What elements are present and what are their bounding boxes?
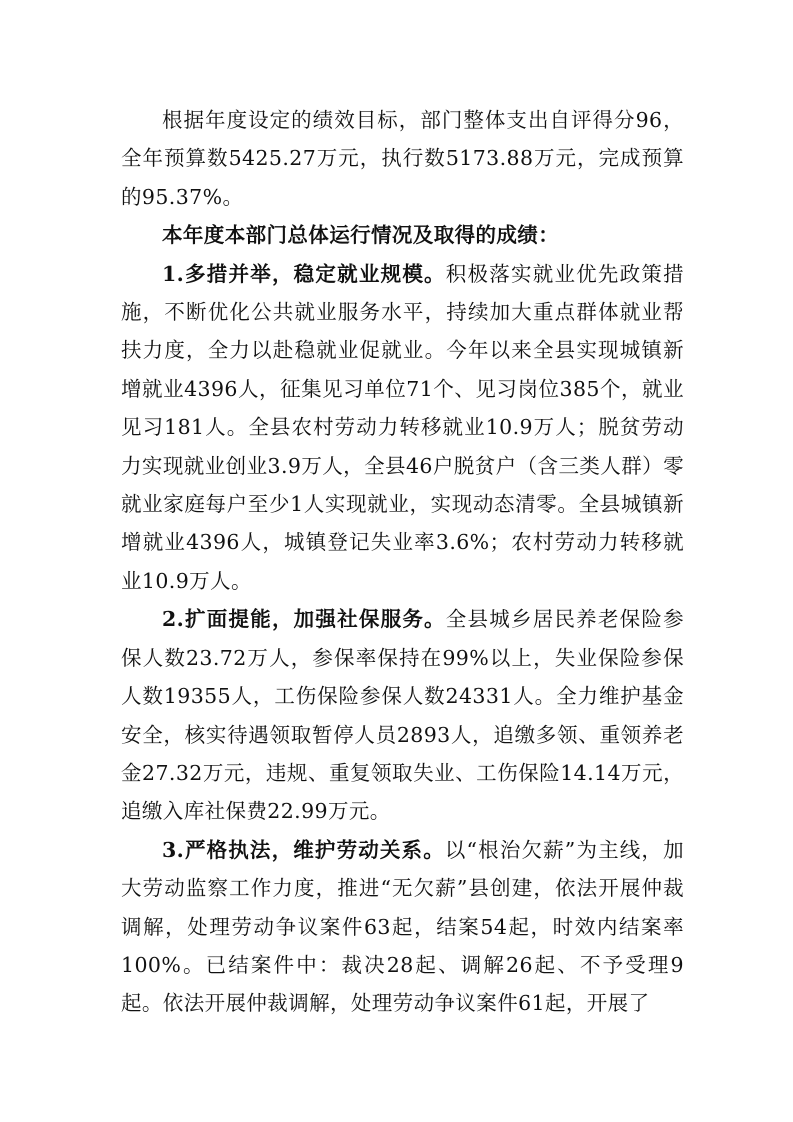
item-lead-employment: 1.多措并举，稳定就业规模。 — [162, 261, 446, 286]
section-heading — [121, 216, 684, 254]
section-heading-text: 本年度本部门总体运行情况及取得的成绩： — [162, 223, 560, 248]
item-paragraph-labor-relations — [121, 831, 684, 1023]
item-lead-labor-relations: 3.严格执法，维护劳动关系。 — [162, 837, 445, 862]
item-body-labor-relations: 以“根治欠薪”为主线，加大劳动监察工作力度，推进“无欠薪”县创建，依法开展仲裁调解，处理劳动争议案件63起，结案54起，时效内结案率100%。已结案件中：裁决28起、调解26起、不予受理9起。依法开展仲裁调解，处理劳动争议案件61起，开展了 — [121, 837, 684, 1016]
item-paragraph-social-security — [121, 600, 684, 830]
item-body-social-security: 全县城乡居民养老保险参保人数23.72万人，参保率保持在99%以上，失业保险参保人数19355人，工伤保险参保人数24331人。全力维护基金安全，核实待遇领取暂停人员2893人，追缴多领、重领养老金27.32万元，违规、重复领取失业、工伤保险14.14万元，追缴入库社保费22.99万元。 — [121, 607, 684, 824]
item-body-employment: 积极落实就业优先政策措施，不断优化公共就业服务水平，持续加大重点群体就业帮扶力度，全力以赴稳就业促就业。今年以来全县实现城镇新增就业4396人，征集见习单位71个、见习岗位385个，就业见习181人。全县农村劳动力转移就业10.9万人；脱贫劳动力实现就业创业3.9万人，全县46户脱贫户（含三类人群）零就业家庭每户至少1人实现就业，实现动态清零。全县城镇新增就业4396人，城镇登记失业率3.6%；农村劳动力转移就业10.9万人。 — [121, 261, 684, 593]
item-lead-social-security: 2.扩面提能，加强社保服务。 — [162, 607, 446, 632]
item-paragraph-employment — [121, 255, 684, 601]
intro-paragraph — [121, 101, 684, 216]
document-body — [121, 101, 684, 1023]
intro-text: 根据年度设定的绩效目标，部门整体支出自评得分96，全年预算数5425.27万元，执行数5173.88万元，完成预算的95.37%。 — [121, 108, 684, 209]
